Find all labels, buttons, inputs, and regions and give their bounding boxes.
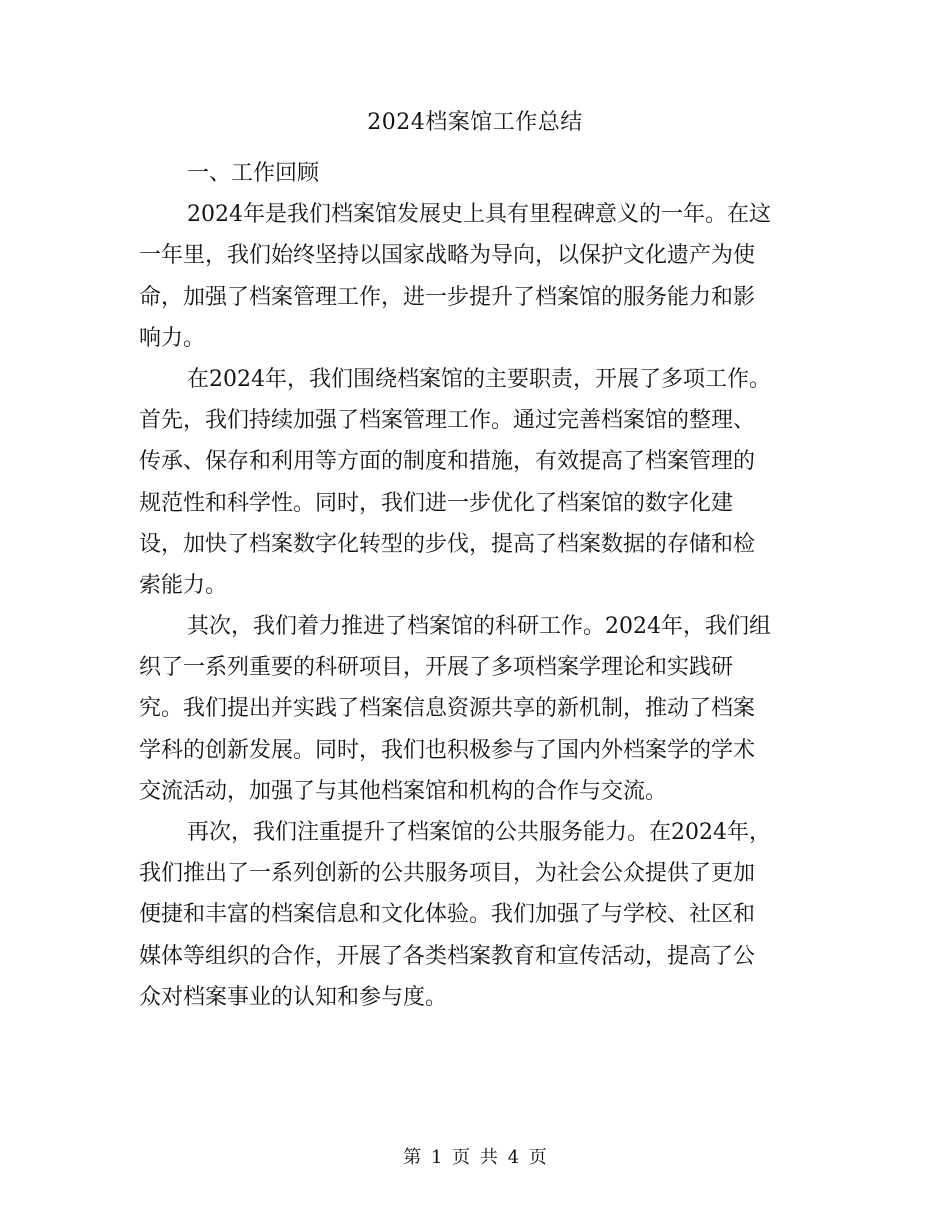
body-line: 首先，我们持续加强了档案管理工作。通过完善档案馆的整理、	[139, 408, 756, 434]
body-line: 响力。	[139, 325, 206, 351]
body-line: 其次，我们着力推进了档案馆的科研工作。2024年，我们组	[187, 614, 771, 640]
body-line: 一年里，我们始终坚持以国家战略为导向，以保护文化遗产为使	[139, 243, 756, 269]
body-line: 织了一系列重要的科研项目，开展了多项档案学理论和实践研	[139, 655, 734, 681]
document-body	[139, 153, 801, 1018]
page-number-footer: 第 1 页 共 4 页	[403, 1147, 547, 1168]
body-line: 索能力。	[139, 572, 228, 598]
body-line: 2024年是我们档案馆发展史上具有里程碑意义的一年。在这	[187, 202, 771, 228]
body-line: 再次，我们注重提升了档案馆的公共服务能力。在2024年，	[187, 820, 771, 845]
body-line: 究。我们提出并实践了档案信息资源共享的新机制，推动了档案	[139, 696, 756, 722]
body-line: 便捷和丰富的档案信息和文化体验。我们加强了与学校、社区和	[139, 902, 756, 928]
body-line: 设，加快了档案数字化转型的步伐，提高了档案数据的存储和检	[139, 531, 756, 557]
body-line: 命，加强了档案管理工作，进一步提升了档案馆的服务能力和影	[139, 284, 756, 310]
document-title: 2024档案馆工作总结	[367, 110, 583, 135]
body-line: 众对档案事业的认知和参与度。	[139, 984, 448, 1010]
body-line: 交流活动，加强了与其他档案馆和机构的合作与交流。	[139, 778, 668, 804]
body-line: 我们推出了一系列创新的公共服务项目，为社会公众提供了更加	[139, 861, 756, 887]
body-line: 在2024年，我们围绕档案馆的主要职责，开展了多项工作。	[187, 366, 771, 392]
body-line: 学科的创新发展。同时，我们也积极参与了国内外档案学的学术	[139, 737, 756, 763]
body-line: 媒体等组织的合作，开展了各类档案教育和宣传活动，提高了公	[139, 943, 756, 969]
body-line: 规范性和科学性。同时，我们进一步优化了档案馆的数字化建	[139, 490, 734, 516]
section-heading: 一、工作回顾	[187, 161, 320, 186]
body-line: 传承、保存和利用等方面的制度和措施，有效提高了档案管理的	[139, 449, 756, 475]
